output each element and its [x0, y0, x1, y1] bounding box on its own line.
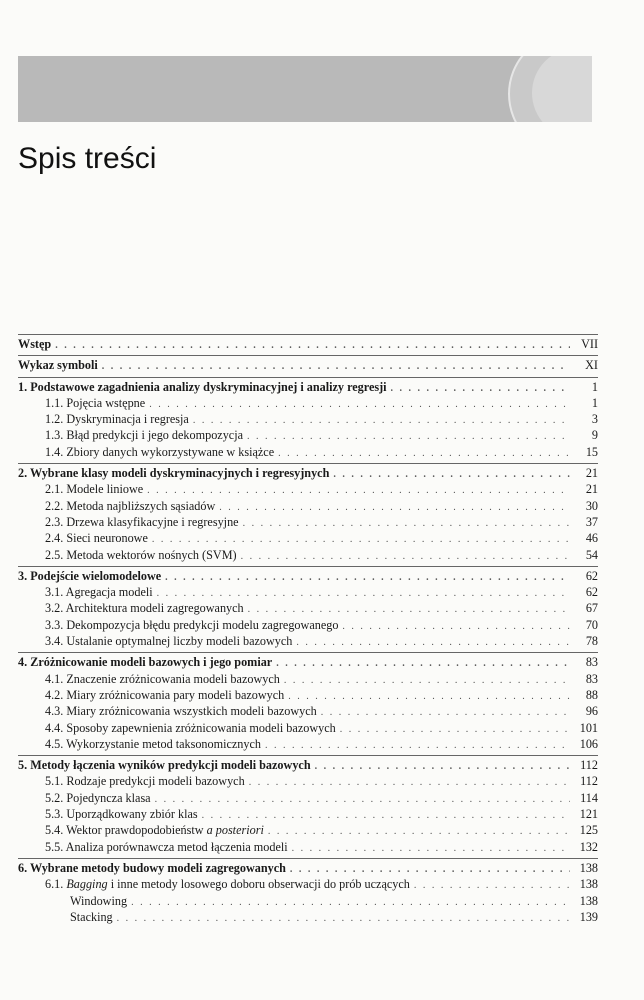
toc-page-number: 88	[585, 687, 598, 702]
toc-entry-label: 1.4. Zbiory danych wykorzystywane w książce	[45, 444, 275, 459]
dot-leader	[102, 359, 570, 375]
toc-entry[interactable]	[18, 654, 598, 670]
toc-page-number: 21	[585, 482, 598, 497]
toc-entry[interactable]	[18, 757, 598, 773]
toc-entry[interactable]	[18, 633, 598, 649]
dot-leader	[276, 656, 570, 672]
toc-entry-label: 4.1. Znaczenie zróżnicowania modeli bazowych	[45, 671, 280, 686]
toc-entry[interactable]	[18, 617, 598, 633]
dot-leader	[340, 722, 570, 738]
dot-leader	[165, 570, 570, 586]
toc-group	[18, 377, 598, 460]
toc-entry-label: 6.1. Bagging i inne metody losowego doboru obserwacji do prób uczących	[45, 877, 410, 892]
dot-leader	[243, 516, 570, 532]
toc-entry[interactable]	[18, 444, 598, 460]
dot-leader	[193, 413, 570, 429]
dot-leader	[55, 338, 570, 354]
toc-entry[interactable]	[18, 720, 598, 736]
toc-entry-label: Wstęp	[18, 337, 52, 351]
toc-entry-label: 2.2. Metoda najbliższych sąsiadów	[45, 498, 216, 513]
toc-page-number: 139	[579, 909, 598, 924]
dot-leader	[149, 397, 570, 413]
toc-page-number: 70	[585, 617, 598, 632]
toc-group	[18, 566, 598, 649]
toc-group	[18, 463, 598, 563]
toc-page-number: 106	[579, 736, 598, 751]
toc-entry[interactable]	[18, 336, 598, 352]
toc-entry[interactable]	[18, 876, 598, 892]
toc-entry[interactable]	[18, 839, 598, 855]
toc-entry[interactable]	[18, 893, 598, 909]
toc-entry-label: 5.4. Wektor prawdopodobieństw a posteriori	[45, 823, 264, 838]
toc-group	[18, 355, 598, 373]
dot-leader	[288, 689, 570, 705]
toc-entry[interactable]	[18, 411, 598, 427]
toc-entry[interactable]	[18, 860, 598, 876]
dot-leader	[315, 759, 570, 775]
toc-entry-label: 5.2. Pojedyncza klasa	[45, 790, 151, 805]
toc-page-number: 9	[591, 428, 598, 443]
toc-page-number: 112	[580, 774, 598, 789]
toc-entry[interactable]	[18, 687, 598, 703]
toc-group	[18, 755, 598, 855]
toc-entry[interactable]	[18, 736, 598, 752]
toc-page-number: 1	[591, 379, 598, 394]
dot-leader	[284, 673, 570, 689]
toc-page-number: 96	[585, 704, 598, 719]
dot-leader	[131, 895, 570, 911]
toc-page-number: 21	[585, 466, 598, 481]
toc-page-number: 83	[585, 655, 598, 670]
toc-entry[interactable]	[18, 530, 598, 546]
toc-entry-label: 4.2. Miary zróżnicowania pary modeli bazowych	[45, 687, 285, 702]
toc-page-number: 112	[580, 758, 598, 773]
dot-leader	[342, 619, 570, 635]
toc-entry[interactable]	[18, 822, 598, 838]
toc-entry[interactable]	[18, 703, 598, 719]
toc-entry-label: 4.4. Sposoby zapewnienia zróżnicowania modeli bazowych	[45, 720, 336, 735]
dot-leader	[296, 635, 570, 651]
toc-entry[interactable]	[18, 909, 598, 925]
toc-page-number: VII	[581, 337, 598, 351]
toc-page-number: XI	[585, 358, 598, 373]
toc-entry-label: Windowing	[70, 893, 128, 908]
toc-group	[18, 858, 598, 925]
toc-page-number: 138	[579, 860, 598, 875]
toc-entry-label: 3.3. Dekompozycja błędu predykcji modelu zagregowanego	[45, 617, 339, 632]
toc-page-number: 15	[585, 444, 598, 459]
toc-entry[interactable]	[18, 584, 598, 600]
dot-leader	[219, 500, 570, 516]
toc-entry[interactable]	[18, 790, 598, 806]
toc-entry-label: 5.3. Uporządkowany zbiór klas	[45, 807, 198, 822]
toc-page-number: 3	[591, 412, 598, 427]
toc-page-number: 62	[585, 568, 598, 583]
toc-page-number: 78	[585, 634, 598, 649]
toc-page-number: 30	[585, 498, 598, 513]
toc-entry-label: 3.1. Agregacja modeli	[45, 585, 153, 600]
toc-entry-label: 2.4. Sieci neuronowe	[45, 531, 148, 546]
toc-entry-label: 3.4. Ustalanie optymalnej liczby modeli bazowych	[45, 634, 293, 649]
toc-group	[18, 652, 598, 752]
toc-page-number: 1	[591, 395, 598, 410]
toc-entry-label: 2.3. Drzewa klasyfikacyjne i regresyjne	[45, 514, 239, 529]
toc-entry[interactable]	[18, 498, 598, 514]
toc-entry[interactable]	[18, 773, 598, 789]
dot-leader	[265, 738, 570, 754]
toc-page-number: 37	[585, 514, 598, 529]
table-of-contents	[18, 334, 598, 925]
toc-entry[interactable]	[18, 427, 598, 443]
toc-page-number: 138	[579, 893, 598, 908]
dot-leader	[414, 878, 570, 894]
toc-entry-label: 5. Metody łączenia wyników predykcji modeli bazowych	[18, 758, 311, 773]
dot-leader	[117, 911, 570, 927]
dot-leader	[268, 824, 570, 840]
toc-page-number: 83	[585, 671, 598, 686]
dot-leader	[292, 841, 570, 857]
toc-entry[interactable]	[18, 600, 598, 616]
dot-leader	[321, 705, 570, 721]
toc-page-number: 54	[585, 547, 598, 562]
toc-entry-label: 2. Wybrane klasy modeli dyskryminacyjnych i regresyjnych	[18, 466, 330, 481]
toc-entry-label: 1.1. Pojęcia wstępne	[45, 395, 146, 410]
toc-page-number: 125	[579, 823, 598, 838]
page-title: Spis treści	[18, 142, 157, 175]
toc-page-number: 138	[579, 877, 598, 892]
toc-entry-label: 2.1. Modele liniowe	[45, 482, 144, 497]
dot-leader	[333, 467, 570, 483]
toc-entry-label: 1.3. Błąd predykcji i jego dekompozycja	[45, 428, 243, 443]
dot-leader	[241, 549, 570, 565]
toc-entry-label: 1. Podstawowe zagadnienia analizy dyskryminacyjnej i analizy regresji	[18, 379, 387, 394]
toc-entry[interactable]	[18, 547, 598, 563]
dot-leader	[247, 429, 570, 445]
toc-entry-label: 6. Wybrane metody budowy modeli zagregowanych	[18, 860, 286, 875]
toc-entry[interactable]	[18, 514, 598, 530]
toc-entry-label: 5.5. Analiza porównawcza metod łączenia modeli	[45, 839, 288, 854]
toc-entry-label: 1.2. Dyskryminacja i regresja	[45, 412, 189, 427]
toc-entry[interactable]	[18, 465, 598, 481]
toc-page-number: 46	[585, 531, 598, 546]
toc-page-number: 101	[579, 720, 598, 735]
toc-page-number: 114	[580, 790, 598, 805]
toc-page-number: 67	[585, 601, 598, 616]
toc-entry-label: 4. Zróżnicowanie modeli bazowych i jego pomiar	[18, 655, 273, 670]
toc-entry[interactable]	[18, 357, 598, 373]
toc-entry[interactable]	[18, 671, 598, 687]
toc-entry-label: Wykaz symboli	[18, 358, 98, 373]
banner-circle-inner	[532, 56, 592, 122]
toc-entry-label: 3. Podejście wielomodelowe	[18, 568, 162, 583]
dot-leader	[278, 446, 570, 462]
dot-leader	[249, 775, 570, 791]
toc-entry-label: Stacking	[70, 909, 113, 924]
toc-entry[interactable]	[18, 379, 598, 395]
toc-entry-label: 4.3. Miary zróżnicowania wszystkich modeli bazowych	[45, 704, 317, 719]
toc-group	[18, 334, 598, 352]
header-banner	[18, 56, 592, 122]
toc-entry[interactable]	[18, 481, 598, 497]
toc-entry[interactable]	[18, 806, 598, 822]
dot-leader	[391, 381, 570, 397]
toc-entry-label: 4.5. Wykorzystanie metod taksonomicznych	[45, 736, 261, 751]
toc-entry-label: 5.1. Rodzaje predykcji modeli bazowych	[45, 774, 245, 789]
toc-page-number: 132	[579, 839, 598, 854]
toc-page-number: 121	[579, 807, 598, 822]
toc-entry[interactable]	[18, 568, 598, 584]
toc-page-number: 62	[585, 585, 598, 600]
toc-entry-label: 3.2. Architektura modeli zagregowanych	[45, 601, 244, 616]
dot-leader	[155, 792, 570, 808]
toc-entry[interactable]	[18, 395, 598, 411]
toc-entry-label: 2.5. Metoda wektorów nośnych (SVM)	[45, 547, 237, 562]
